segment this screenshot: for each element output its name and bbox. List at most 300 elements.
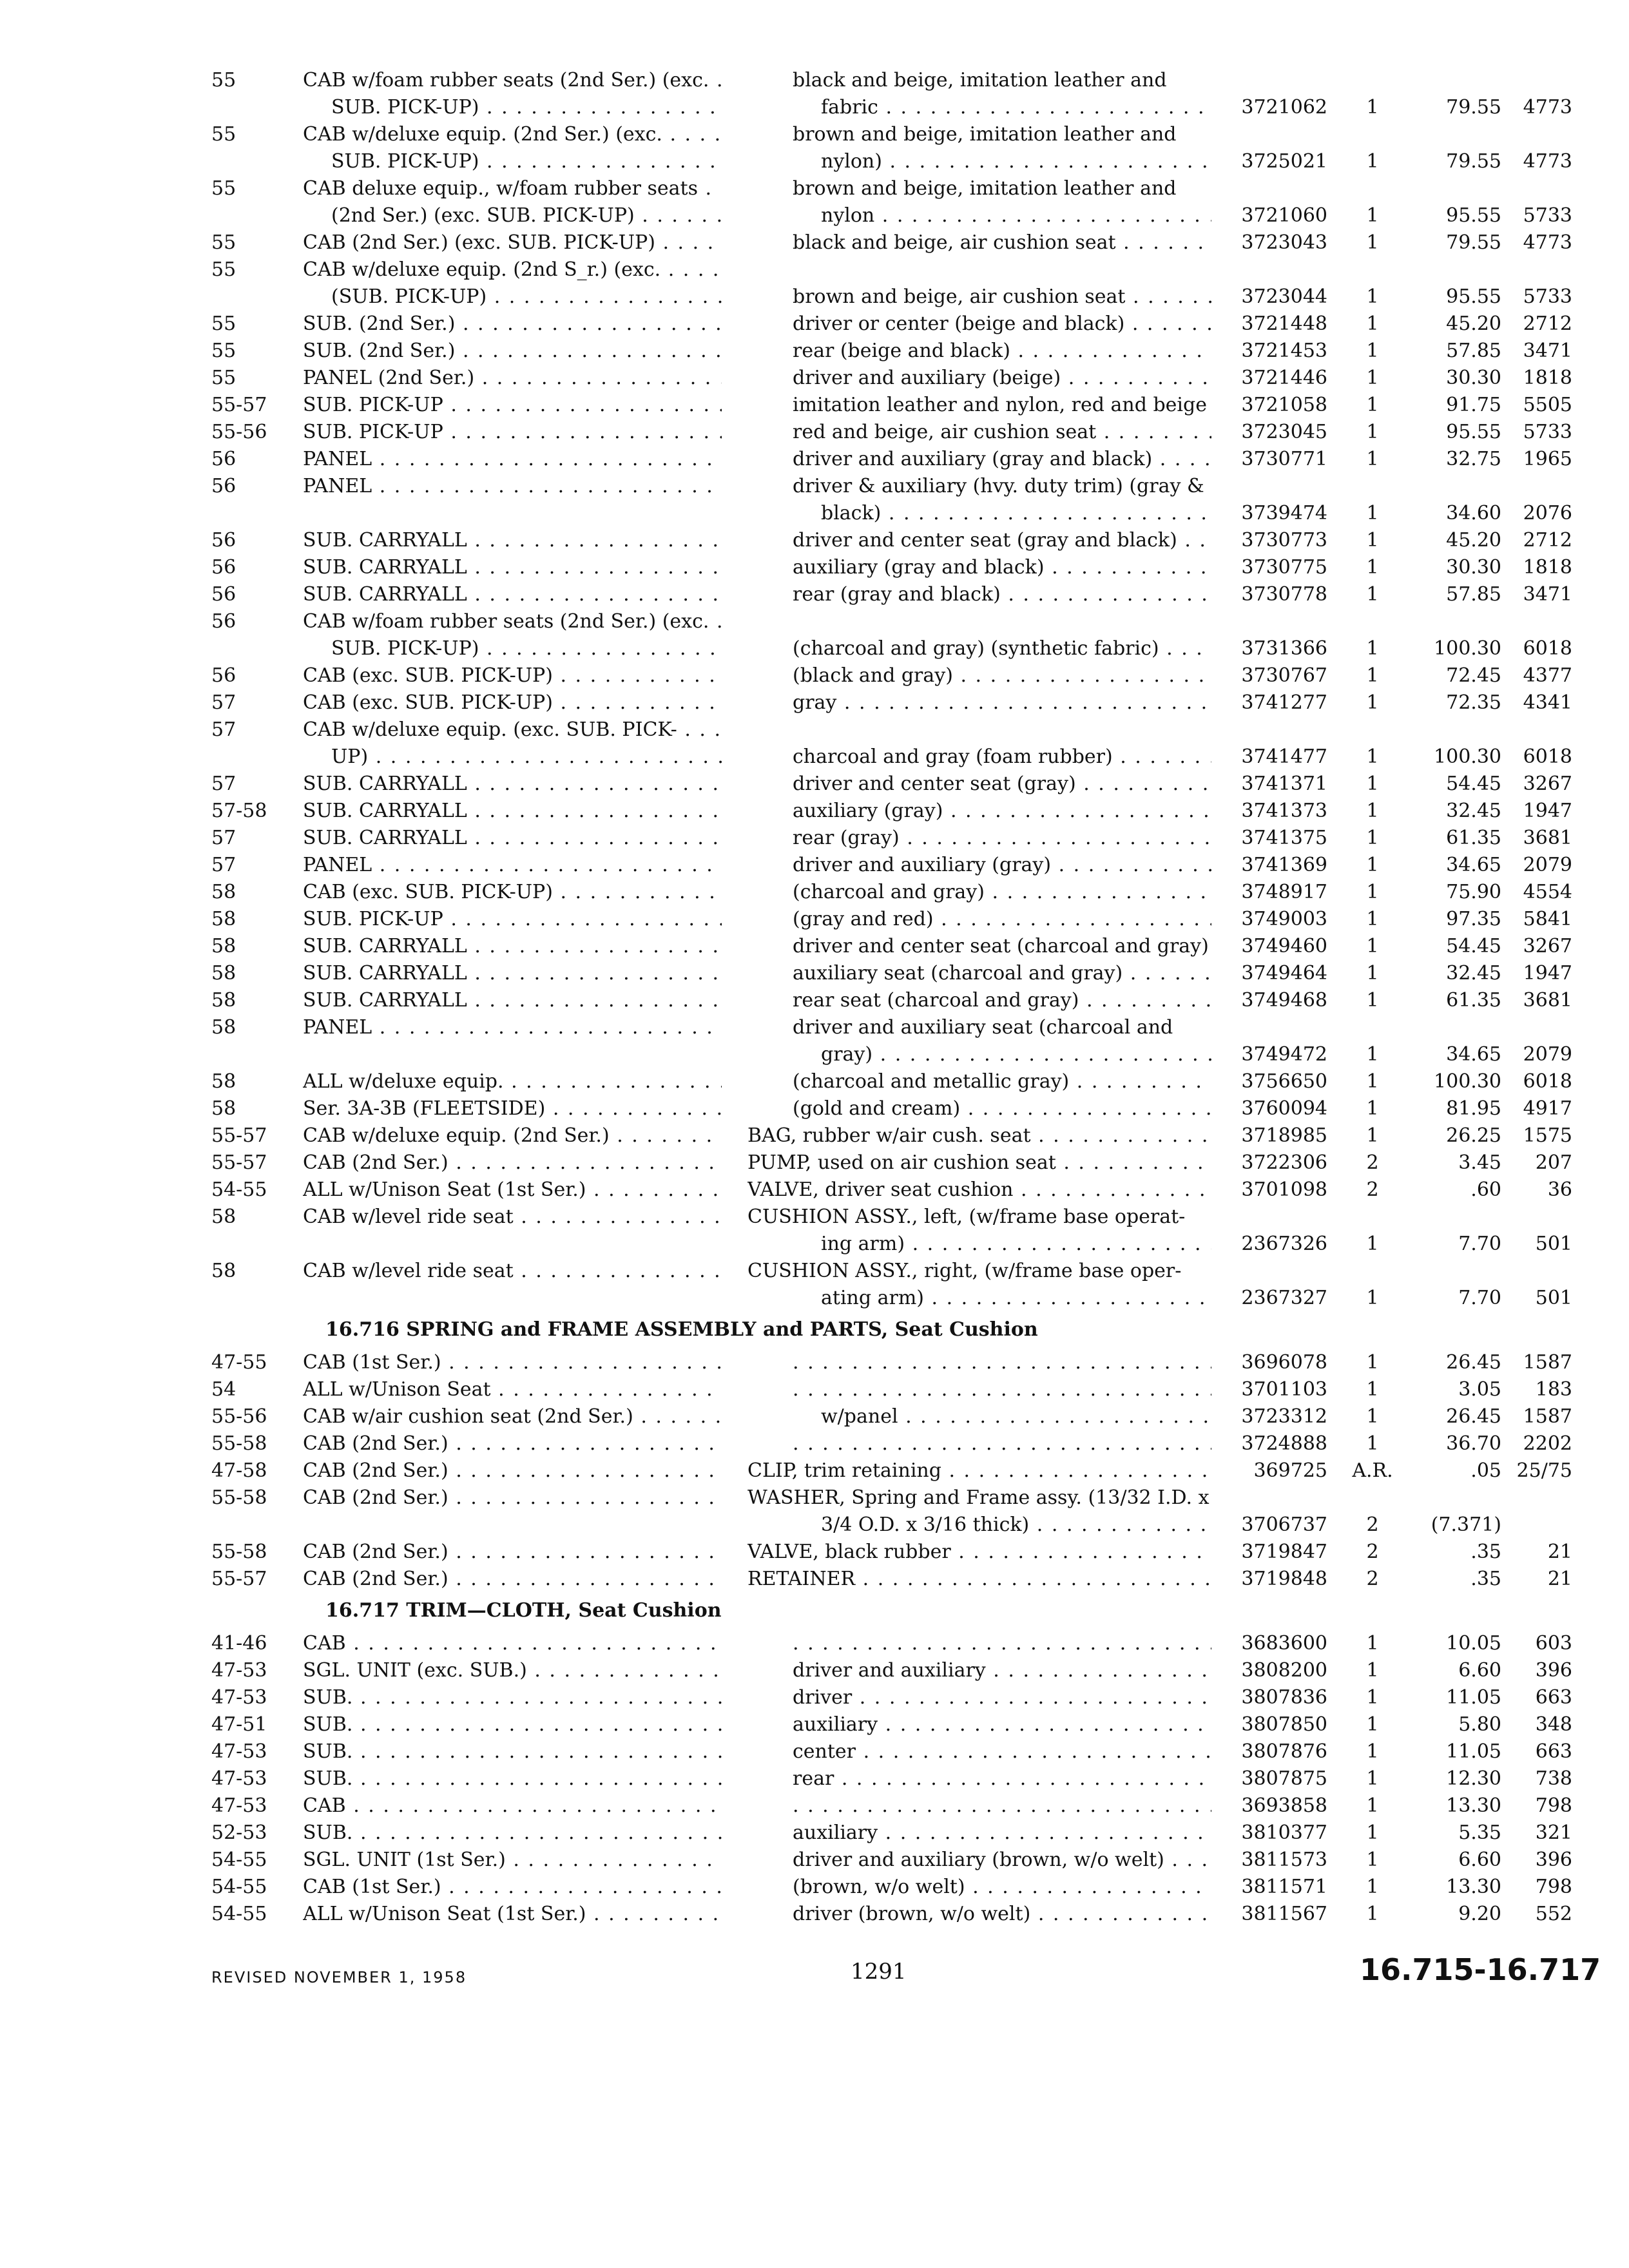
list-price: 3681 [1523,989,1572,1012]
table-row [0,825,1629,852]
model-years: 57 [211,773,236,795]
description: (gray and red) . . . [793,907,1211,932]
application: SUB. . . . [303,1685,722,1711]
application: SUB. . . . [303,1739,722,1765]
application: CAB (2nd Ser.) . . . [303,1539,722,1565]
description: auxiliary (gray and black) . . . [793,555,1211,581]
table-row [0,1350,1629,1377]
model-years: 54 [211,1378,236,1401]
part-number: 3749460 [1241,935,1327,957]
description: center . . . [793,1739,1211,1765]
list-price: 321 [1535,1821,1572,1844]
description: driver (brown, w/o welt) . . . [793,1901,1211,1927]
application: CAB deluxe equip., w/foam rubber seats . . . [303,176,722,202]
table-row [0,1431,1629,1458]
model-years: 54-55 [211,1876,267,1898]
part-number: 3741277 [1241,691,1327,714]
table-row [0,1096,1629,1123]
list-price: 1587 [1523,1351,1572,1374]
description: driver . . . [793,1685,1211,1711]
price: 81.95 [1446,1097,1501,1120]
quantity: 1 [1366,1903,1379,1925]
model-years: 56 [211,583,236,606]
quantity: 1 [1366,1876,1379,1898]
price: 9.20 [1458,1903,1501,1925]
description: VALVE, black rubber . . . [747,1539,1211,1565]
model-years: 54-55 [211,1903,267,1925]
model-years: 55-58 [211,1432,267,1455]
part-number: 3701103 [1241,1378,1327,1401]
table-row [0,744,1629,771]
description: driver and auxiliary . . . [793,1658,1211,1684]
list-price: 1818 [1523,367,1572,389]
description: CUSHION ASSY., right, (w/frame base oper- [747,1260,1182,1282]
part-number: 3807876 [1241,1740,1327,1763]
table-row [0,1901,1629,1928]
application: PANEL . . . [303,474,722,499]
description: rear (beige and black) . . . [793,338,1211,364]
list-price: 5505 [1523,394,1572,416]
description: driver & auxiliary (hvy. duty trim) (gray & [793,475,1204,497]
table-row [0,1377,1629,1404]
part-number: 3718985 [1241,1124,1327,1147]
price: 54.45 [1446,935,1501,957]
model-years: 55-58 [211,1541,267,1563]
model-years: 55 [211,177,236,200]
page-number: 1291 [851,1959,907,1984]
model-years: 58 [211,1206,236,1228]
quantity: 1 [1366,231,1379,254]
table-row [0,1874,1629,1901]
quantity: 1 [1366,367,1379,389]
application: SUB. CARRYALL . . . [303,934,722,959]
model-years: 55-57 [211,1151,267,1174]
quantity: 1 [1366,1287,1379,1309]
part-number: 3741371 [1241,773,1327,795]
part-number: 3749003 [1241,908,1327,930]
application: CAB w/deluxe equip. (2nd Ser.) (exc. . . . [303,122,722,148]
description: gray . . . [793,690,1211,716]
model-years: 55-58 [211,1486,267,1509]
price: 75.90 [1446,881,1501,903]
part-number: 2367327 [1241,1287,1327,1309]
application: ALL w/Unison Seat . . . [303,1377,722,1403]
list-price: 207 [1535,1151,1572,1174]
part-number: 3741375 [1241,827,1327,849]
description: black and beige, air cushion seat . . . [793,230,1211,256]
price: 11.05 [1446,1686,1501,1709]
application: SUB. CARRYALL . . . [303,825,722,851]
model-years: 55 [211,258,236,281]
model-years: 58 [211,908,236,930]
list-price: 552 [1535,1903,1572,1925]
model-years: 47-53 [211,1686,267,1709]
model-years: 58 [211,989,236,1012]
section-heading: 16.717 TRIM—CLOTH, Seat Cushion [325,1599,722,1622]
part-number: 3721446 [1241,367,1327,389]
list-price: 1818 [1523,556,1572,579]
model-years: 56 [211,664,236,687]
table-row [0,1204,1629,1231]
model-years: 57 [211,854,236,876]
model-years: 55-56 [211,421,267,443]
description: (gold and cream) . . . [793,1096,1211,1122]
model-years: 55-56 [211,1405,267,1428]
model-years: 54-55 [211,1178,267,1201]
description: BAG, rubber w/air cush. seat . . . [747,1123,1211,1149]
list-price: 396 [1535,1659,1572,1682]
price: 54.45 [1446,773,1501,795]
quantity: 1 [1366,1097,1379,1120]
application: SUB. CARRYALL . . . [303,798,722,824]
application: CAB w/deluxe equip. (2nd Ser.) . . . [303,1123,722,1149]
part-number: 3721060 [1241,204,1327,227]
price: 61.35 [1446,989,1501,1012]
description: CUSHION ASSY., left, (w/frame base operat- [747,1206,1186,1228]
part-number: 3724888 [1241,1432,1327,1455]
price: 5.35 [1458,1821,1501,1844]
quantity: 1 [1366,1233,1379,1255]
quantity: 1 [1366,989,1379,1012]
quantity: 2 [1366,1151,1379,1174]
part-number: 3730775 [1241,556,1327,579]
part-number: 3730771 [1241,448,1327,470]
quantity: 1 [1366,96,1379,119]
application: ALL w/Unison Seat (1st Ser.) . . . [303,1177,722,1203]
table-row [0,528,1629,555]
part-number: 3730778 [1241,583,1327,606]
part-number: 3723044 [1241,285,1327,308]
quantity: 1 [1366,745,1379,768]
application: CAB w/deluxe equip. (exc. SUB. PICK- . . . [303,717,722,743]
part-number: 3730767 [1241,664,1327,687]
quantity: 1 [1366,962,1379,985]
description: gray) . . . [793,1042,1211,1068]
price: 100.30 [1434,745,1501,768]
table-row [0,1123,1629,1150]
quantity: 1 [1366,908,1379,930]
description: driver and auxiliary (beige) . . . [793,365,1211,391]
application: SUB. . . . [303,1820,722,1846]
quantity: 1 [1366,556,1379,579]
revision-date: REVISED NOVEMBER 1, 1958 [211,1968,467,1986]
part-number: 3748917 [1241,881,1327,903]
table-row [0,501,1629,528]
list-price: 1947 [1523,800,1572,822]
quantity: 1 [1366,1043,1379,1066]
list-price: 4773 [1523,231,1572,254]
application: ALL w/deluxe equip. . . . [303,1069,722,1095]
application: SUB. PICK-UP . . . [303,419,722,445]
model-years: 56 [211,556,236,579]
price: 7.70 [1458,1233,1501,1255]
model-years: 55 [211,367,236,389]
application: CAB w/foam rubber seats (2nd Ser.) (exc. . . . [303,68,722,93]
quantity: 1 [1366,1405,1379,1428]
quantity: 1 [1366,854,1379,876]
application: SUB. CARRYALL . . . [303,582,722,608]
description: auxiliary seat (charcoal and gray) . . . [793,961,1211,986]
table-row [0,149,1629,176]
description: driver and auxiliary seat (charcoal and [793,1016,1173,1039]
price: (7.371) [1431,1514,1501,1536]
application: CAB . . . [303,1631,722,1657]
table-row [0,1539,1629,1566]
quantity: 1 [1366,1632,1379,1655]
quantity: 1 [1366,1124,1379,1147]
description [793,1350,1211,1376]
list-price: 5733 [1523,204,1572,227]
application: PANEL . . . [303,1015,722,1041]
price: 36.70 [1446,1432,1501,1455]
model-years: 58 [211,1016,236,1039]
quantity: 1 [1366,1849,1379,1871]
quantity: 2 [1366,1178,1379,1201]
model-years: 47-53 [211,1767,267,1790]
table-row [0,555,1629,582]
description: nylon) . . . [793,149,1211,175]
description: driver and center seat (charcoal and gray) . . . [793,934,1211,959]
application: SUB. CARRYALL . . . [303,961,722,986]
application: CAB (2nd Ser.) . . . [303,1458,722,1484]
table-row [0,1069,1629,1096]
application: CAB (2nd Ser.) . . . [303,1150,722,1176]
model-years: 55 [211,123,236,146]
model-years: 56 [211,448,236,470]
part-number: 3739474 [1241,502,1327,524]
price: 13.30 [1446,1876,1501,1898]
price: 30.30 [1446,367,1501,389]
application: SUB. (2nd Ser.) . . . [303,311,722,337]
description: brown and beige, imitation leather and [793,177,1177,200]
list-price: 798 [1535,1876,1572,1898]
price: 95.55 [1446,204,1501,227]
table-row [0,122,1629,149]
part-number: 3749472 [1241,1043,1327,1066]
application: UP) . . . [303,744,722,770]
list-price: 1965 [1523,448,1572,470]
table-row [0,907,1629,934]
application: PANEL . . . [303,852,722,878]
part-number: 3721062 [1241,96,1327,119]
table-row [0,1685,1629,1712]
table-row [0,447,1629,474]
table-row [0,717,1629,744]
table-row [0,1766,1629,1793]
price: 11.05 [1446,1740,1501,1763]
price: 10.05 [1446,1632,1501,1655]
application: SUB. . . . [303,1712,722,1738]
model-years: 55-57 [211,394,267,416]
table-row [0,636,1629,663]
application: SUB. PICK-UP . . . [303,392,722,418]
description: rear (gray) . . . [793,825,1211,851]
description: charcoal and gray (foam rubber) . . . [793,744,1211,770]
table-row [0,1631,1629,1658]
description: nylon . . . [793,203,1211,229]
list-price: 4773 [1523,96,1572,119]
list-price: 1575 [1523,1124,1572,1147]
table-row [0,879,1629,907]
part-number: 3811573 [1241,1849,1327,1871]
list-price: 4554 [1523,881,1572,903]
quantity: 1 [1366,583,1379,606]
section-range: 16.715-16.717 [1360,1952,1601,1987]
table-row [0,1177,1629,1204]
description: driver and auxiliary (gray) . . . [793,852,1211,878]
table-row [0,988,1629,1015]
description: driver and auxiliary (brown, w/o welt) . . . [793,1847,1211,1873]
price: 7.70 [1458,1287,1501,1309]
description: WASHER, Spring and Frame assy. (13/32 I.D. x [747,1486,1210,1509]
price: .35 [1470,1568,1501,1590]
part-number: 3719847 [1241,1541,1327,1563]
quantity: 1 [1366,1821,1379,1844]
application: ALL w/Unison Seat (1st Ser.) . . . [303,1901,722,1927]
quantity: 1 [1366,1432,1379,1455]
application: PANEL (2nd Ser.) . . . [303,365,722,391]
list-price: 4341 [1523,691,1572,714]
price: 13.30 [1446,1794,1501,1817]
description: imitation leather and nylon, red and beige . . . [793,392,1211,418]
part-number: 3723045 [1241,421,1327,443]
part-number: 3721453 [1241,340,1327,362]
description [793,1377,1211,1403]
part-number: 3696078 [1241,1351,1327,1374]
table-row [0,203,1629,230]
part-number: 3756650 [1241,1070,1327,1093]
list-price: 2079 [1523,1043,1572,1066]
table-row [0,852,1629,879]
application: SUB. CARRYALL . . . [303,771,722,797]
description: auxiliary . . . [793,1712,1211,1738]
quantity: 2 [1366,1541,1379,1563]
quantity: 1 [1366,773,1379,795]
application: CAB w/air cushion seat (2nd Ser.) . . . [303,1404,722,1430]
model-years: 58 [211,935,236,957]
model-years: 47-51 [211,1713,267,1736]
price: .05 [1470,1459,1501,1482]
description: (charcoal and gray) . . . [793,879,1211,905]
application: CAB (exc. SUB. PICK-UP) . . . [303,690,722,716]
application: CAB w/foam rubber seats (2nd Ser.) (exc. . . . [303,609,722,635]
table-row [0,1658,1629,1685]
price: 32.75 [1446,448,1501,470]
quantity: 1 [1366,691,1379,714]
part-number: 3807850 [1241,1713,1327,1736]
price: 12.30 [1446,1767,1501,1790]
description: rear (gray and black) . . . [793,582,1211,608]
part-number: 3760094 [1241,1097,1327,1120]
description: driver and auxiliary (gray and black) . . . [793,447,1211,472]
table-row [0,1485,1629,1512]
table-row [0,1258,1629,1285]
list-price: 396 [1535,1849,1572,1871]
model-years: 58 [211,962,236,985]
list-price: 738 [1535,1767,1572,1790]
part-number: 3719848 [1241,1568,1327,1590]
list-price: 3267 [1523,935,1572,957]
model-years: 41-46 [211,1632,267,1655]
description: 3/4 O.D. x 3/16 thick) . . . [793,1512,1211,1538]
list-price: 348 [1535,1713,1572,1736]
table-row [0,1566,1629,1593]
description: brown and beige, imitation leather and [793,123,1177,146]
table-row [0,257,1629,284]
price: 100.30 [1434,637,1501,660]
application: (2nd Ser.) (exc. SUB. PICK-UP) . . . [303,203,722,229]
part-number: 3749464 [1241,962,1327,985]
description: (charcoal and metallic gray) . . . [793,1069,1211,1095]
list-price: 21 [1547,1541,1572,1563]
application: CAB (2nd Ser.) . . . [303,1431,722,1457]
quantity: 1 [1366,340,1379,362]
application: CAB w/level ride seat . . . [303,1258,722,1284]
price: 45.20 [1446,529,1501,552]
price: 79.55 [1446,231,1501,254]
part-number: 3731366 [1241,637,1327,660]
quantity: 2 [1366,1514,1379,1536]
price: 34.60 [1446,502,1501,524]
list-price: 25/75 [1516,1459,1572,1482]
part-number: 3741477 [1241,745,1327,768]
price: 26.25 [1446,1124,1501,1147]
model-years: 47-53 [211,1794,267,1817]
application: CAB w/level ride seat . . . [303,1204,722,1230]
quantity: 1 [1366,664,1379,687]
table-row [0,1015,1629,1042]
price: 5.80 [1458,1713,1501,1736]
application: SUB. CARRYALL . . . [303,555,722,581]
part-number: 3741373 [1241,800,1327,822]
quantity: A.R. [1352,1459,1393,1482]
price: 45.20 [1446,312,1501,335]
model-years: 55 [211,231,236,254]
table-row [0,176,1629,203]
model-years: 55 [211,312,236,335]
table-row [0,690,1629,717]
application: SUB. PICK-UP) . . . [303,149,722,175]
application: CAB (exc. SUB. PICK-UP) . . . [303,663,722,689]
part-number: 3722306 [1241,1151,1327,1174]
table-row [0,663,1629,690]
description: brown and beige, air cushion seat . . . [793,284,1211,310]
table-row [0,1231,1629,1258]
description [793,1431,1211,1457]
model-years: 54-55 [211,1849,267,1871]
quantity: 1 [1366,1351,1379,1374]
price: 3.05 [1458,1378,1501,1401]
description [793,1631,1211,1657]
part-number: 3811567 [1241,1903,1327,1925]
application: CAB (2nd Ser.) . . . [303,1485,722,1511]
price: 79.55 [1446,96,1501,119]
list-price: 501 [1535,1233,1572,1255]
list-price: 4773 [1523,150,1572,173]
price: 97.35 [1446,908,1501,930]
quantity: 1 [1366,1686,1379,1709]
model-years: 55 [211,340,236,362]
description: VALVE, driver seat cushion . . . [747,1177,1211,1203]
quantity: 1 [1366,1070,1379,1093]
part-number: 369725 [1253,1459,1327,1482]
description: driver and center seat (gray) . . . [793,771,1211,797]
quantity: 1 [1366,150,1379,173]
model-years: 58 [211,881,236,903]
model-years: 56 [211,529,236,552]
part-number: 3721448 [1241,312,1327,335]
description: (brown, w/o welt) . . . [793,1874,1211,1900]
